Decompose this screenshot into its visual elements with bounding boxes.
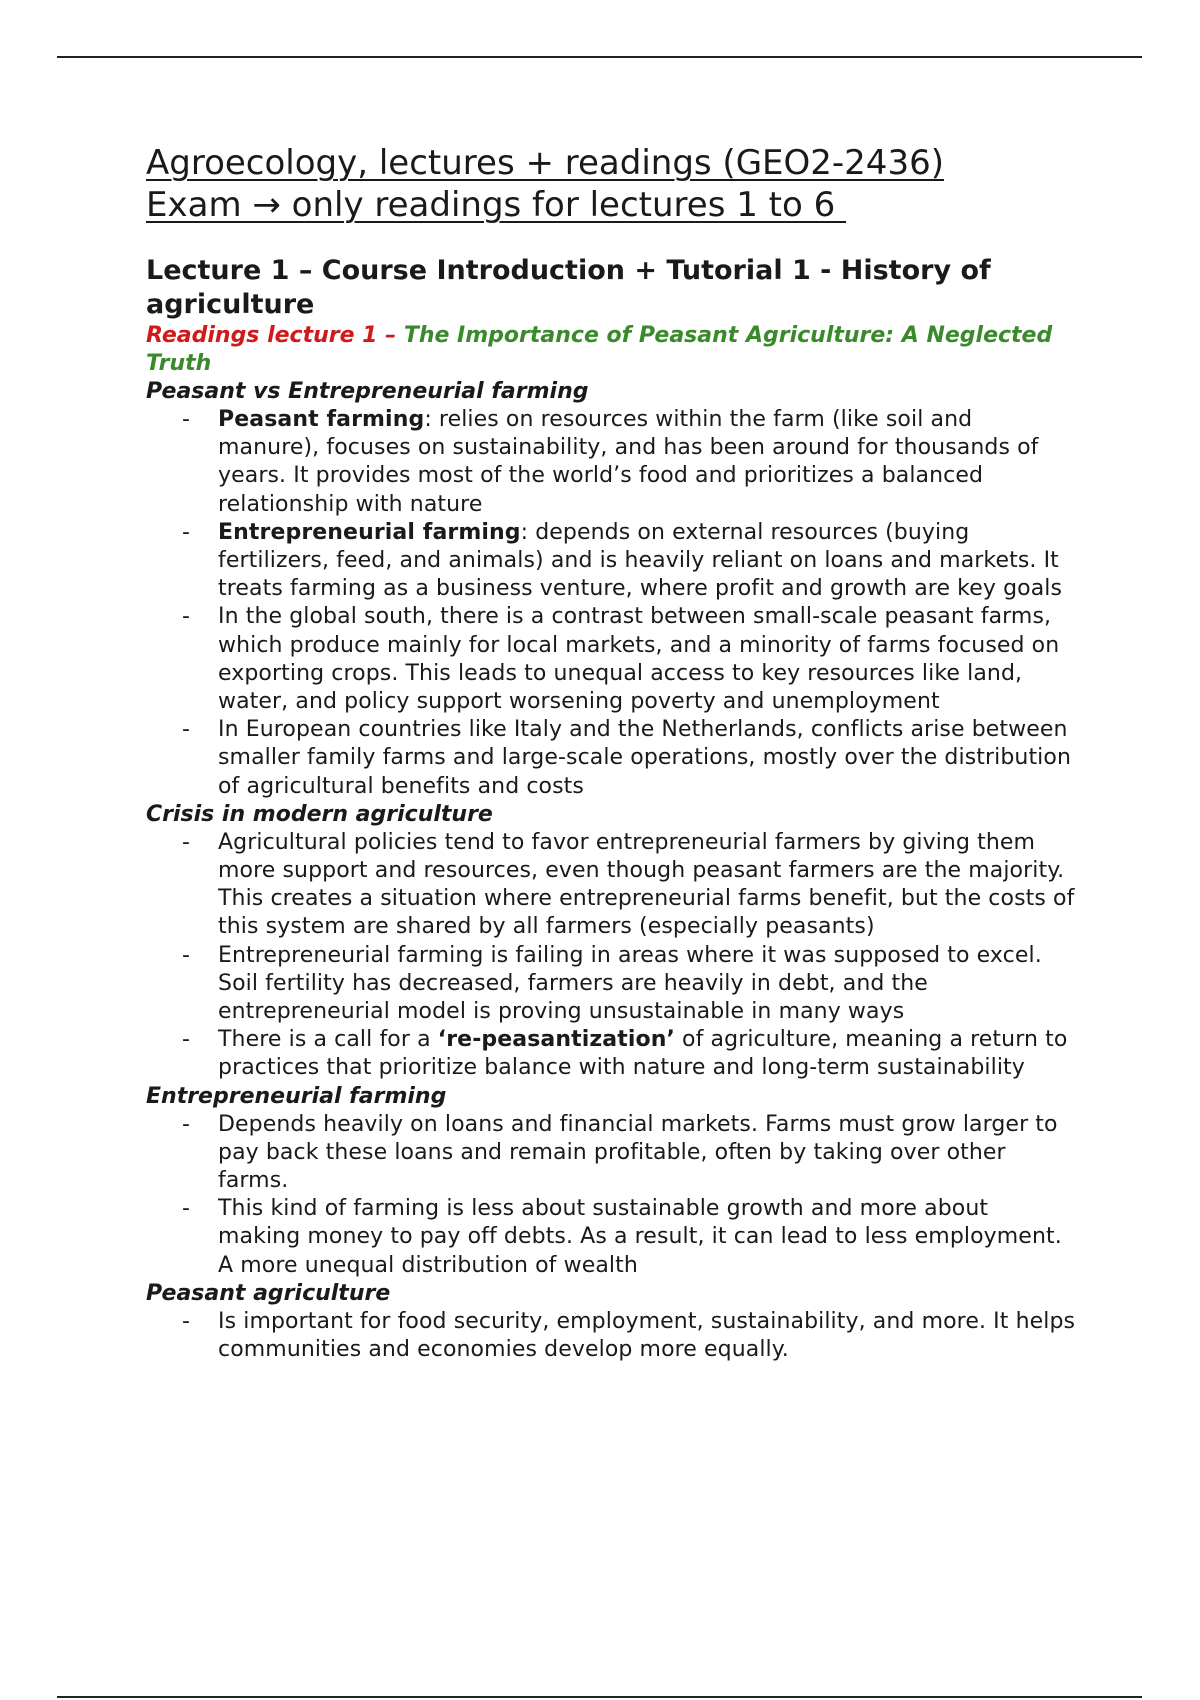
item-text: of agriculture, meaning a return to practices that prioritize balance with nature and long-term sustainability bbox=[218, 1027, 1068, 1081]
bullet-dash: - bbox=[182, 1196, 191, 1222]
item-text-lead: There is a call for a bbox=[218, 1027, 438, 1053]
list-item bbox=[146, 1308, 1076, 1364]
bullet-dash: - bbox=[182, 829, 191, 855]
section-heading: Peasant agriculture bbox=[146, 1280, 391, 1306]
section-heading: Crisis in modern agriculture bbox=[146, 801, 493, 827]
item-text: In European countries like Italy and the Netherlands, conflicts arise between smaller family farms and large-scale operations, mostly over the distribution of agricultural benefits and costs bbox=[218, 717, 1071, 799]
readings-label: Readings lecture 1 – bbox=[146, 323, 404, 348]
readings-heading bbox=[146, 322, 1076, 378]
list-item bbox=[146, 829, 1076, 942]
list-item bbox=[146, 519, 1076, 604]
bullet-dash: - bbox=[182, 942, 191, 968]
bullet-dash: - bbox=[182, 1308, 191, 1334]
bullet-list bbox=[146, 1308, 1076, 1364]
title-line-1: Agroecology, lectures + readings (GEO2-2436) bbox=[146, 143, 944, 183]
bullet-dash: - bbox=[182, 519, 191, 545]
item-text: Entrepreneurial farming is failing in areas where it was supposed to excel. Soil fertility has decreased, farmers are heavily in debt, and the entrepreneurial model is proving unsustainable in many ways bbox=[218, 942, 1042, 1025]
bullet-dash: - bbox=[182, 407, 191, 432]
bullet-list bbox=[146, 406, 1076, 801]
bullet-list bbox=[146, 829, 1076, 1083]
title-line-2: Exam → only readings for lectures 1 to 6 bbox=[146, 185, 847, 225]
readings-title: The Importance of Peasant Agriculture: A Neglected Truth bbox=[146, 323, 1053, 376]
bullet-list bbox=[146, 1111, 1076, 1280]
list-item bbox=[146, 1195, 1076, 1280]
list-item bbox=[146, 406, 1076, 519]
bullet-dash: - bbox=[182, 717, 191, 743]
sections-container bbox=[146, 378, 1076, 1364]
bullet-dash: - bbox=[182, 604, 191, 630]
item-bold-term: Peasant farming bbox=[218, 407, 425, 432]
page-bottom-rule bbox=[57, 1696, 1142, 1698]
list-item bbox=[146, 942, 1076, 1027]
item-text: : relies on resources within the farm (like soil and manure), focuses on sustainability, and has been around for thousands of years. It provides most of the world’s food and prioritizes a balanced relationship with nature bbox=[218, 407, 1039, 517]
item-text: Agricultural policies tend to favor entrepreneurial farmers by giving them more support and resources, even though peasant farmers are the majority. This creates a situation where entrepreneurial farms benefit, but the costs of this system are shared by all farmers (especially peasants) bbox=[218, 829, 1075, 940]
list-item bbox=[146, 1026, 1076, 1082]
list-item bbox=[146, 716, 1076, 801]
document-body bbox=[146, 142, 1076, 1364]
section-heading: Entrepreneurial farming bbox=[146, 1083, 447, 1109]
item-text: This kind of farming is less about sustainable growth and more about making money to pay off debts. As a result, it can lead to less employment. A more unequal distribution of wealth bbox=[218, 1196, 1062, 1278]
bullet-dash: - bbox=[182, 1111, 191, 1137]
list-item bbox=[146, 603, 1076, 716]
item-text: Depends heavily on loans and financial markets. Farms must grow larger to pay back these loans and remain profitable, often by taking over other farms. bbox=[218, 1111, 1058, 1194]
document-title bbox=[146, 142, 1076, 226]
lecture-heading: Lecture 1 – Course Introduction + Tutorial 1 - History of agriculture bbox=[146, 255, 991, 320]
item-text: Is important for food security, employment, sustainability, and more. It helps communities and economies develop more equally. bbox=[218, 1308, 1076, 1363]
item-text: : depends on external resources (buying fertilizers, feed, and animals) and is heavily reliant on loans and markets. It treats farming as a business venture, where profit and growth are key goals bbox=[218, 519, 1063, 602]
item-bold-term: ‘re-peasantization’ bbox=[437, 1027, 675, 1053]
item-text: In the global south, there is a contrast between small-scale peasant farms, which produce mainly for local markets, and a minority of farms focused on exporting crops. This leads to unequal access to key resources like land, water, and policy support worsening poverty and unemployment bbox=[218, 604, 1060, 715]
page-top-rule bbox=[57, 56, 1142, 58]
bullet-dash: - bbox=[182, 1027, 191, 1053]
list-item bbox=[146, 1111, 1076, 1196]
section-heading: Peasant vs Entrepreneurial farming bbox=[146, 379, 589, 404]
item-bold-term: Entrepreneurial farming bbox=[218, 519, 521, 545]
